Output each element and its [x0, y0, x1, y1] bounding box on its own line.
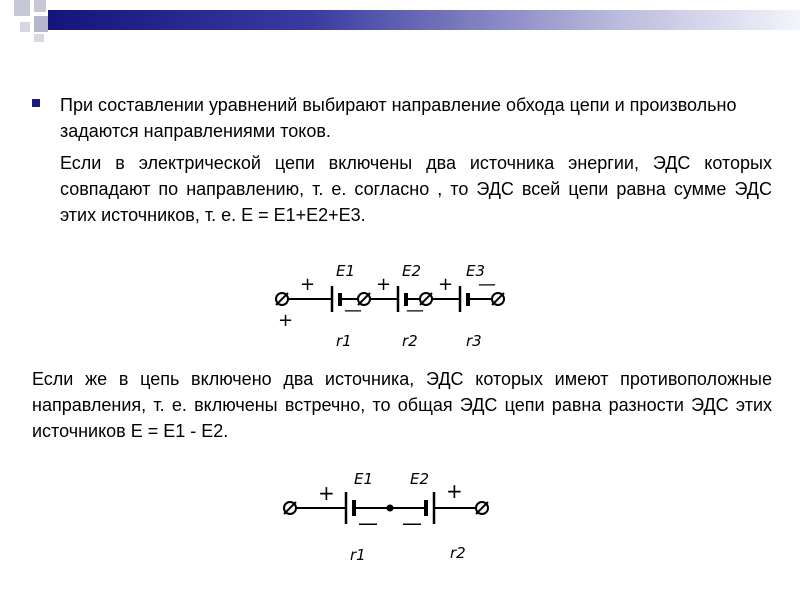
- decor-square: [14, 0, 30, 16]
- circuit-diagram-aiding: [260, 250, 540, 360]
- plus-sign: +: [300, 274, 316, 295]
- minus-sign: —: [358, 511, 378, 535]
- decor-square: [34, 16, 48, 32]
- decorative-header: [0, 0, 800, 40]
- plus-sign: +: [446, 479, 463, 503]
- decor-square: [20, 22, 30, 32]
- minus-sign: —: [478, 274, 496, 295]
- bullet-icon: [32, 99, 40, 107]
- resistance-label-r2: r2: [402, 332, 418, 350]
- minus-sign: —: [344, 300, 362, 321]
- paragraph-3: Если же в цепь включено два источника, ЭДС которых имеют противоположные направления, т. е. включены встречно, то общая ЭДС цепи равна разности ЭДС этих источников Е = Е1 - Е2.: [32, 369, 772, 441]
- junction-node: [387, 505, 394, 512]
- source-label-e1: E1: [336, 262, 356, 280]
- decor-square: [34, 0, 46, 12]
- resistance-label-r2: r2: [450, 544, 466, 562]
- decor-square: [34, 34, 44, 42]
- minus-sign: —: [402, 511, 422, 535]
- paragraph-2: Если в электрической цепи включены два источника энергии, ЭДС которых совпадают по направлению, т. е. согласно , то ЭДС всей цепи равна сумме ЭДС этих источников, т. е. Е = Е1+Е2+Е3.: [60, 153, 772, 225]
- resistance-label-r1: r1: [336, 332, 352, 350]
- resistance-label-r1: r1: [350, 546, 366, 564]
- source-label-e2: E2: [410, 470, 430, 488]
- plus-sign: +: [438, 274, 454, 295]
- resistance-label-r3: r3: [466, 332, 482, 350]
- plus-sign: +: [376, 274, 392, 295]
- minus-sign: —: [406, 300, 424, 321]
- header-gradient-bar: [48, 10, 800, 30]
- source-label-e2: E2: [402, 262, 422, 280]
- plus-sign: +: [318, 481, 335, 505]
- source-label-e1: E1: [354, 470, 374, 488]
- source-label-e3: E3: [466, 262, 486, 280]
- paragraph-1: При составлении уравнений выбирают направление обхода цепи и произвольно задаются направлениями токов.: [60, 95, 737, 141]
- plus-sign: +: [278, 310, 294, 331]
- circuit-diagram-opposing: [260, 458, 532, 593]
